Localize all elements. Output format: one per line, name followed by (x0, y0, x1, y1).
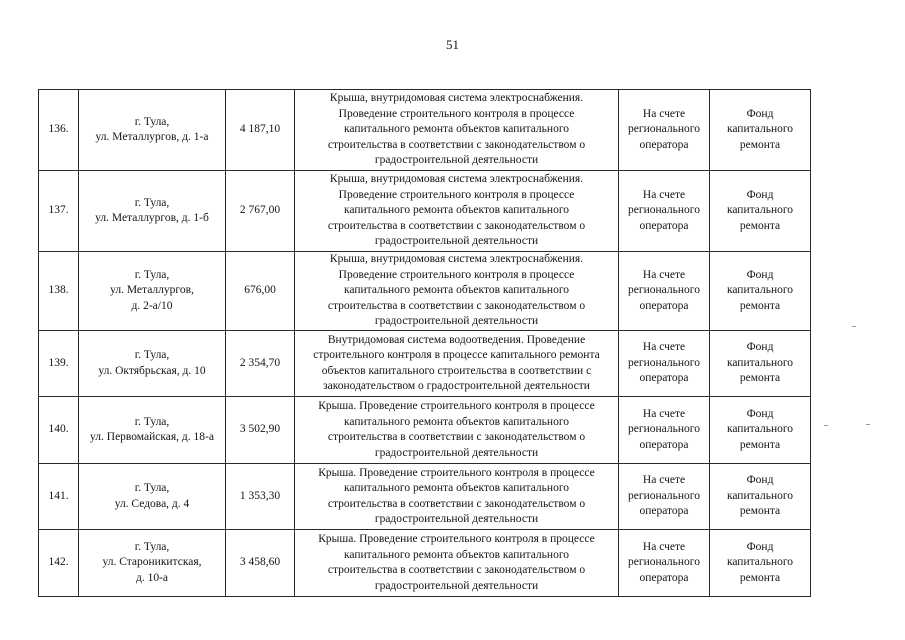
address-line: г. Тула, (134, 115, 170, 128)
address-cell (79, 464, 226, 530)
holder-line: На счете (642, 188, 686, 201)
source-line: Фонд (746, 407, 774, 420)
address-line: г. Тула, (134, 268, 170, 281)
work-line: строительства в соответствии с законодательством о (327, 299, 586, 312)
address-line: г. Тула, (134, 349, 170, 361)
row-number-cell: 139. (39, 331, 79, 397)
address-line: ул. Металлургов, (110, 284, 194, 297)
row-number-cell: 138. (39, 252, 79, 331)
funding-source-cell (710, 90, 811, 171)
work-line: Крыша, внутридомовая система электроснабжения. (329, 253, 584, 266)
source-line: ремонта (739, 571, 781, 584)
holder-line: оператора (639, 372, 689, 385)
address-line: г. Тула, (134, 415, 170, 428)
work-description-cell (295, 530, 619, 597)
work-description-cell (295, 252, 619, 331)
funding-source-cell (710, 252, 811, 331)
holder-line: На счете (642, 341, 686, 354)
work-line: строительства в соответствии с законодательством о (327, 219, 586, 232)
holder-line: регионального (628, 284, 700, 297)
holder-line: регионального (628, 556, 700, 569)
source-line: ремонта (739, 372, 781, 385)
holder-line: На счете (642, 407, 686, 420)
address-cell (79, 530, 226, 597)
work-line: капитального ремонта объектов капитального (343, 482, 569, 494)
address-cell (79, 252, 226, 331)
work-line: строительного контроля в процессе капитального ремонта (313, 349, 600, 361)
amount-cell: 1 353,30 (226, 464, 295, 530)
work-line: Крыша, внутридомовая система электроснабжения. (329, 173, 584, 186)
work-line: градостроительной деятельности (374, 315, 539, 328)
source-line: капитального (726, 423, 794, 436)
address-line: ул. Металлургов, д. 1-б (95, 212, 209, 224)
source-line: Фонд (746, 188, 774, 201)
work-line: капитального ремонта объектов капитального (343, 548, 569, 561)
source-line: капитального (726, 204, 794, 217)
holder-line: оператора (639, 219, 689, 232)
funding-source-cell (710, 331, 811, 397)
address-cell (79, 90, 226, 171)
work-description-cell (295, 331, 619, 397)
holder-line: На счете (642, 107, 686, 120)
holder-line: На счете (642, 540, 686, 553)
source-line: Фонд (746, 540, 774, 553)
source-line: капитального (726, 556, 794, 569)
holder-line: оператора (639, 138, 689, 151)
table-row (39, 252, 811, 331)
table-row (39, 397, 811, 464)
work-description-cell (295, 171, 619, 252)
account-holder-cell (619, 331, 710, 397)
amount-cell: 2 767,00 (226, 171, 295, 252)
work-line: Крыша, внутридомовая система электроснабжения. (329, 92, 584, 105)
holder-line: оператора (639, 438, 689, 451)
table-row (39, 90, 811, 171)
source-line: Фонд (746, 341, 774, 354)
table-row (39, 530, 811, 597)
source-line: ремонта (739, 438, 781, 451)
account-holder-cell (619, 530, 710, 597)
row-number-cell: 141. (39, 464, 79, 530)
holder-line: оператора (639, 505, 689, 518)
work-line: Внутридомовая система водоотведения. Проведение (327, 333, 586, 346)
work-line: законодательством о градостроительной деятельности (323, 380, 590, 392)
holder-line: регионального (628, 123, 700, 136)
holder-line: оператора (639, 299, 689, 312)
account-holder-cell (619, 464, 710, 530)
holder-line: регионального (628, 423, 700, 436)
address-line: ул. Первомайская, д. 18-а (90, 431, 214, 443)
holder-line: На счете (642, 268, 686, 281)
work-description-cell (295, 464, 619, 530)
work-line: строительства в соответствии с законодательством о (327, 138, 586, 151)
source-line: ремонта (739, 505, 781, 518)
work-line: градостроительной деятельности (374, 235, 539, 248)
work-line: градостроительной деятельности (374, 154, 539, 167)
table-row (39, 464, 811, 530)
address-cell (79, 331, 226, 397)
address-line: ул. Староникитская, (102, 556, 202, 569)
work-line: Крыша. Проведение строительного контроля в процессе (318, 400, 595, 412)
source-line: Фонд (746, 107, 774, 120)
address-line: д. 10-а (135, 571, 169, 584)
table-body (39, 90, 811, 597)
address-line: ул. Седова, д. 4 (114, 497, 190, 510)
account-holder-cell (619, 252, 710, 331)
source-line: Фонд (746, 268, 774, 281)
source-line: капитального (726, 489, 794, 502)
work-line: Проведение строительного контроля в процессе (338, 188, 575, 201)
work-line: строительства в соответствии с законодательством о (327, 497, 586, 510)
work-line: Крыша. Проведение строительного контроля в процессе (318, 533, 595, 545)
holder-line: регионального (628, 356, 700, 369)
repair-works-table (38, 89, 811, 597)
work-description-cell (295, 90, 619, 171)
source-line: капитального (726, 284, 794, 297)
work-line: Проведение строительного контроля в процессе (338, 268, 575, 281)
address-line: ул. Металлургов, д. 1-а (95, 131, 209, 143)
funding-source-cell (710, 464, 811, 530)
holder-line: оператора (639, 571, 689, 584)
scan-speck (866, 424, 870, 425)
page-number: 51 (446, 37, 459, 52)
source-line: ремонта (739, 219, 781, 232)
source-line: ремонта (739, 138, 781, 151)
funding-source-cell (710, 171, 811, 252)
funding-source-cell (710, 530, 811, 597)
amount-cell: 3 502,90 (226, 397, 295, 464)
row-number-cell: 136. (39, 90, 79, 171)
work-line: капитального ремонта объектов капитального (343, 204, 569, 217)
holder-line: На счете (642, 474, 686, 487)
table-row (39, 331, 811, 397)
address-line: г. Тула, (134, 482, 170, 494)
amount-cell: 3 458,60 (226, 530, 295, 597)
table-row (39, 171, 811, 252)
work-line: Крыша. Проведение строительного контроля в процессе (318, 466, 595, 479)
work-line: градостроительной деятельности (374, 513, 539, 525)
holder-line: регионального (628, 489, 700, 502)
row-number-cell: 142. (39, 530, 79, 597)
scan-speck (824, 425, 828, 426)
scan-speck (852, 326, 856, 327)
work-line: капитального ремонта объектов капитального (343, 123, 569, 136)
address-line: д. 2-а/10 (131, 299, 173, 312)
work-line: градостроительной деятельности (374, 446, 539, 459)
work-line: капитального ремонта объектов капитального (343, 284, 569, 297)
row-number-cell: 140. (39, 397, 79, 464)
amount-cell: 4 187,10 (226, 90, 295, 171)
row-number-cell: 137. (39, 171, 79, 252)
work-line: Проведение строительного контроля в процессе (338, 107, 575, 120)
work-line: строительства в соответствии с законодательством о (327, 564, 586, 576)
amount-cell: 676,00 (226, 252, 295, 331)
account-holder-cell (619, 171, 710, 252)
account-holder-cell (619, 90, 710, 171)
source-line: капитального (726, 123, 794, 136)
address-line: ул. Октябрьская, д. 10 (98, 364, 206, 377)
source-line: капитального (726, 356, 794, 369)
source-line: ремонта (739, 299, 781, 312)
account-holder-cell (619, 397, 710, 464)
work-line: капитального ремонта объектов капитального (343, 415, 569, 428)
holder-line: регионального (628, 204, 700, 217)
address-line: г. Тула, (134, 196, 170, 209)
source-line: Фонд (746, 474, 774, 487)
work-line: градостроительной деятельности (374, 579, 539, 592)
address-cell (79, 397, 226, 464)
address-line: г. Тула, (134, 540, 170, 553)
funding-source-cell (710, 397, 811, 464)
amount-cell: 2 354,70 (226, 331, 295, 397)
work-description-cell (295, 397, 619, 464)
work-line: объектов капитального строительства в соответствии с (321, 364, 592, 377)
work-line: строительства в соответствии с законодательством о (327, 431, 586, 443)
address-cell (79, 171, 226, 252)
